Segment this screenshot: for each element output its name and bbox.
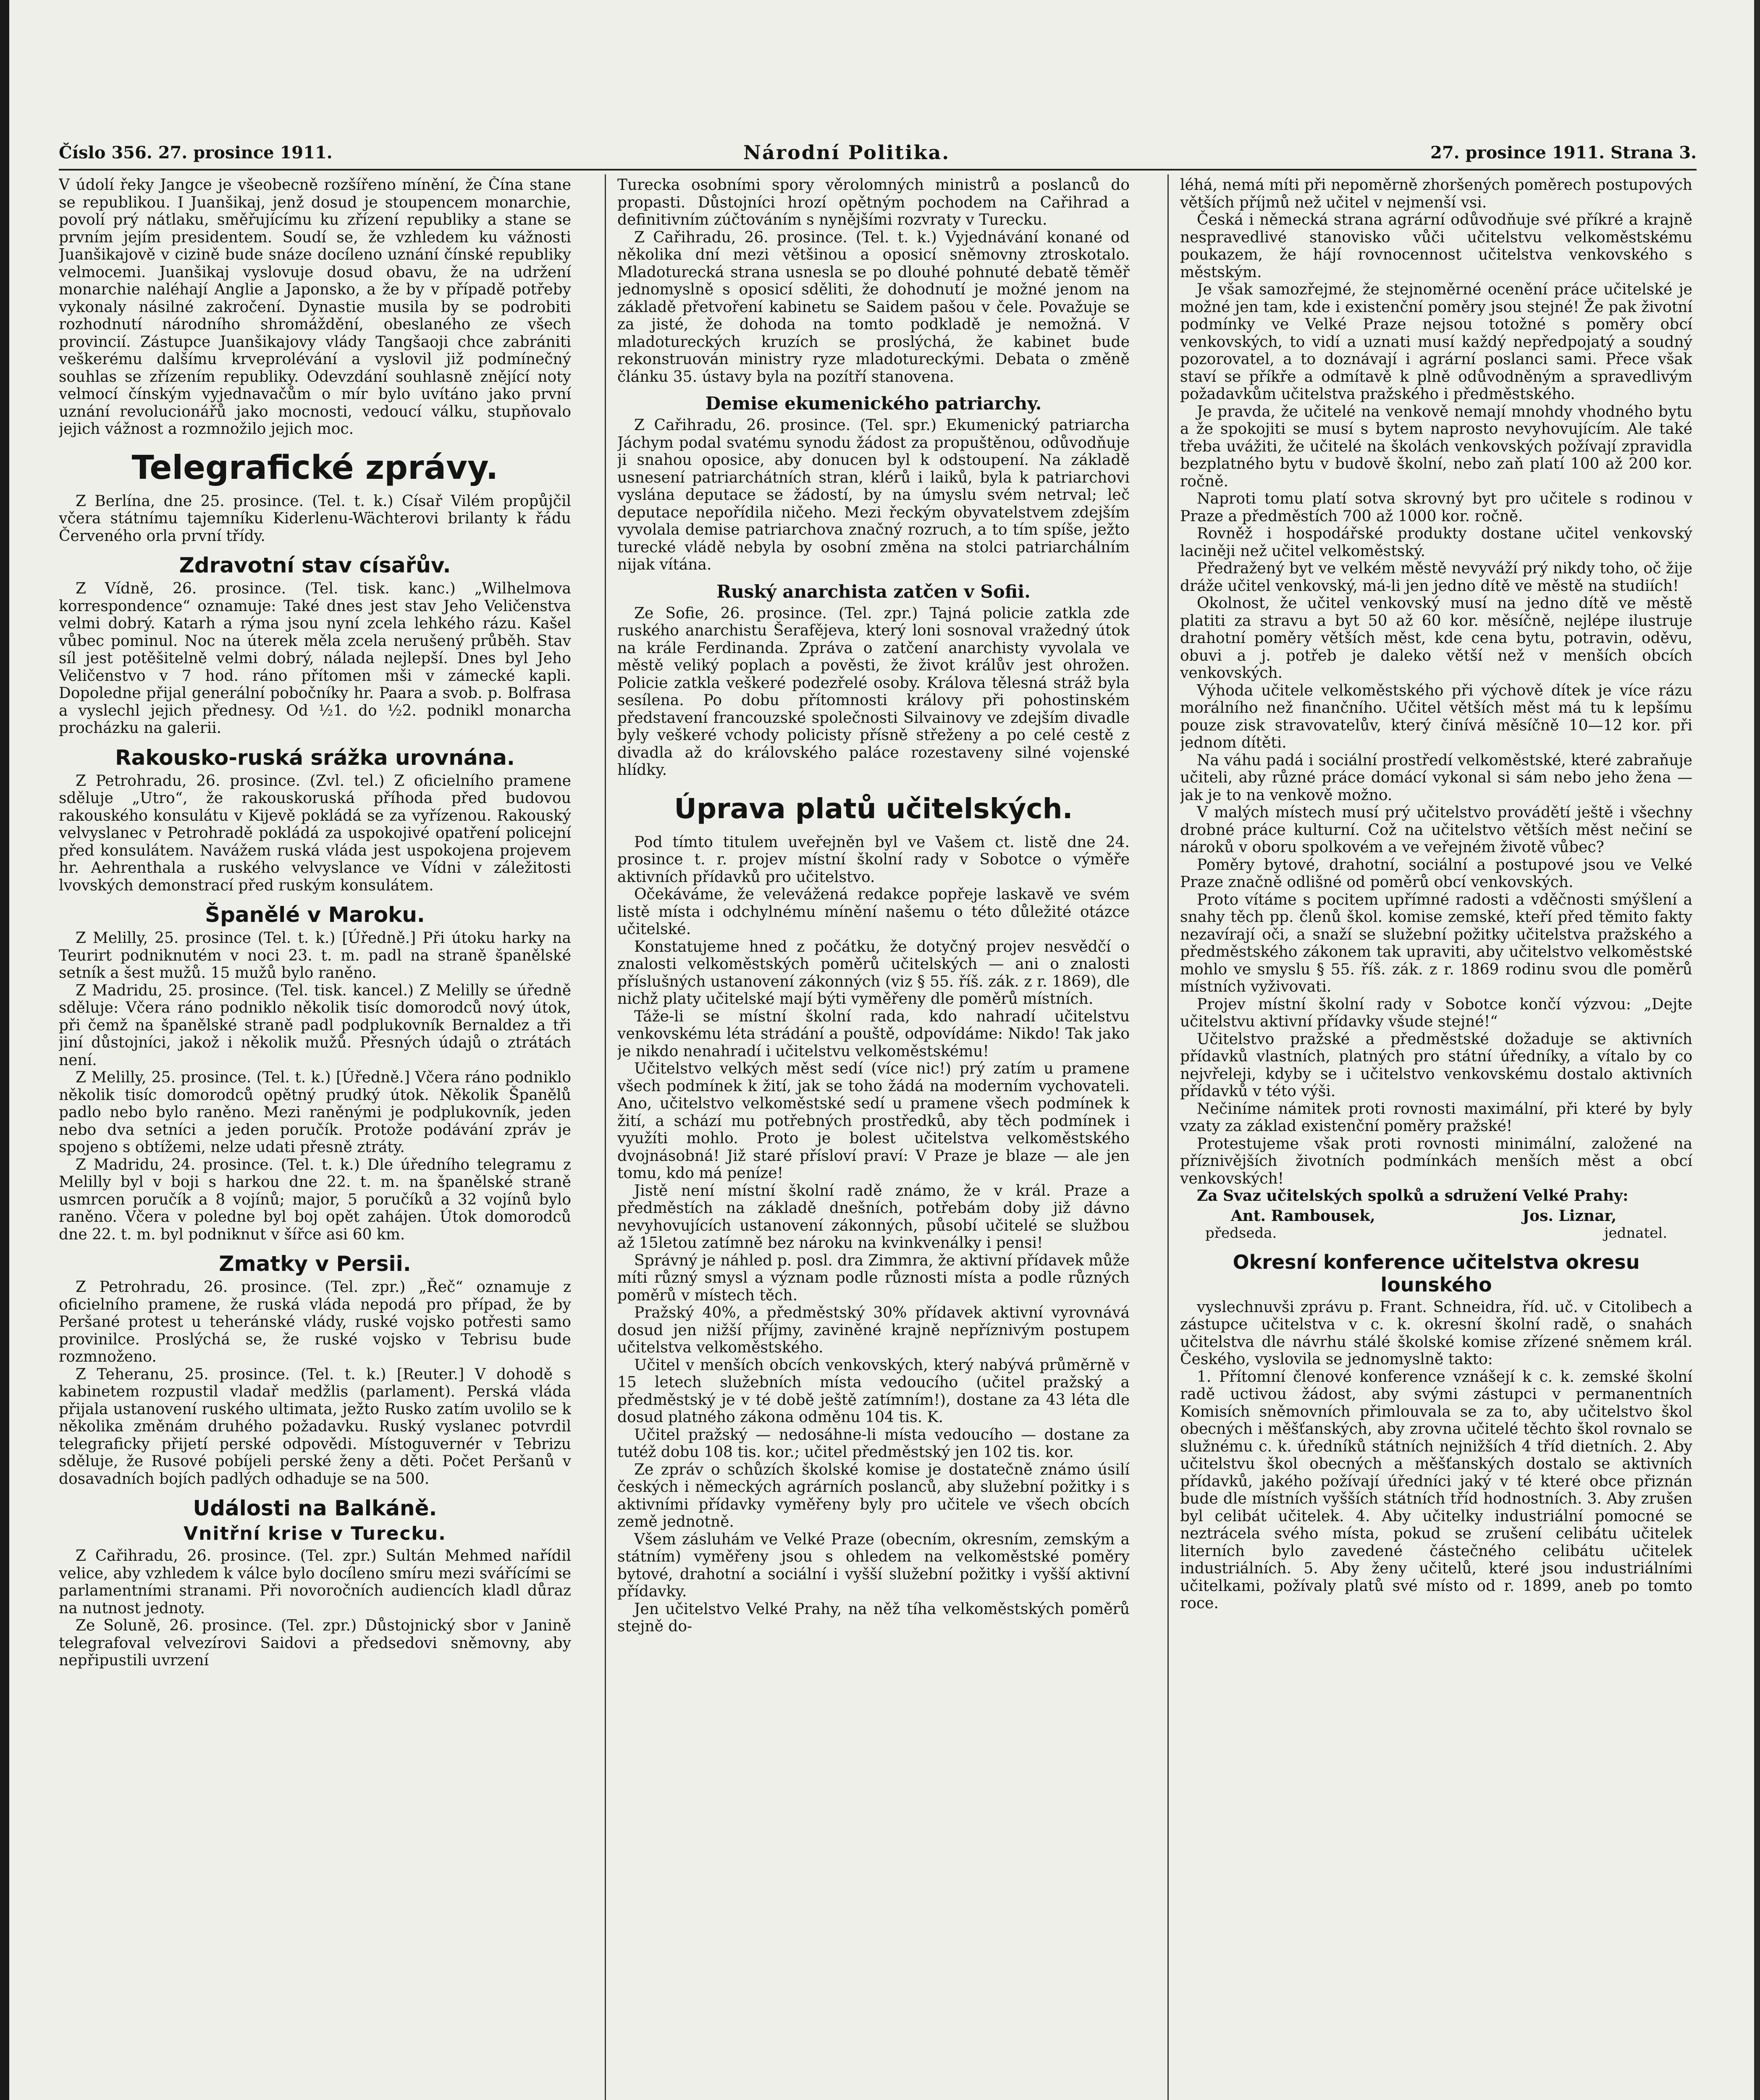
news-melilla-1: Z Melilly, 25. prosince (Tel. t. k.) [Úředně.] Při útoku harky na Teurirt podniknutém v noci 23. t. m. padl na straně španělské setník a šest mužů. 15 mužů bylo raněno. — [59, 929, 571, 982]
article-uprava-c3-p10: Na váhu padá i sociální prostředí velkoměstské, které zabraňuje učiteli, aby různé práce domácí vykonal si sám nebo jeho žena — jak je to na venkově možno. — [1180, 751, 1692, 804]
news-sofie: Ze Sofie, 26. prosince. (Tel. zpr.) Tajná policie zatkla zde ruského anarchistu Šerafějeva, který loni sosnoval vražedný útok na krále Ferdinanda. Zpráva o zatčení anarchisty vyvolala ve městě veliký poplach a pověsti, že život králův jest ohrožen. Policie zatkla veškeré podezřelé osoby. Králova tělesná stráž byla sesílena. Po dobu přítomnosti královy při pohostinském představení francouzské společnosti Silvainovy ve zdejším divadle byly veškeré vchody policisty přísně střeženy a po celé cestě z divadla až do královského paláce rozestaveny silné vojenské hlídky. — [617, 604, 1130, 779]
column-2 — [617, 176, 1130, 2100]
article-uprava-p3: Konstatujeme hned z počátku, že dotyčný projev nesvědčí o znalosti velkoměstských poměrů učitelských — ani o znalosti příslušných ustanovení zákonných (viz § 55. říš. zák. z r. 1869), dle nichž platy učitelské mají býti vyměřeny dle poměrů místních. — [617, 938, 1130, 1008]
section-heading-telegraf: Telegrafické zprávy. — [131, 449, 498, 487]
article-uprava-c3-p11: V malých místech musí prý učitelstvo provádětí ještě i všechny drobné práce kulturní. Což na učitelstvo větších měst nečiní se nároků v oboru spolkovém a ve veřejném životě vůbec? — [1180, 804, 1692, 856]
heading-zdravotni-stav: Zdravotní stav císařův. — [179, 553, 451, 578]
news-carihrad-3: Z Cařihradu, 26. prosince. (Tel. spr.) Ekumenický patriarcha Jáchym podal svatému synodu žádost za propuštěnou, odůvodňuje ji snahou oposice, aby donucen byl k odstoupení. Na základě usnesení patriarchátních stran, klérů i laiků, byla k patriarchovi vyslána deputace se žádostí, by na úmyslu svém netrval; leč deputace nepořídila ničeho. Mezi řeckým obyvatelstvem zdejším vyvolala demise patriarchova značný rozruch, a to tím spíše, ježto turecké vládě nebyla by osobní změna na stolci patriarchálním nijak vítána. — [617, 417, 1130, 573]
column-3 — [1180, 176, 1692, 2100]
article-uprava-c3-p16: Nečiníme námitek proti rovnosti maximální, při které by byly vzaty za základ existenční poměry pražské! — [1180, 1100, 1692, 1135]
signature-names — [1180, 1208, 1692, 1225]
news-melilla-2: Z Melilly, 25. prosince. (Tel. t. k.) [Úředně.] Včera ráno podniklo několik tisíc domorodců opětný prudký útok. Několik Španělů padlo nebo bylo raněno. Mezi raněnými je podplukovník, jeden nebo dva setníci a jeden poručík. Protože podávání zpráv je spojeno s obtížemi, nelze udati přesně ztráty. — [59, 1069, 571, 1156]
article-uprava-p10: Učitel pražský — nedosáhne-li místa vedoucího — dostane za tutéž dobu 108 tis. kor.; učitel předměstský jen 102 tis. kor. — [617, 1426, 1130, 1461]
column-divider-2 — [1167, 174, 1169, 2100]
news-solun-continued: Turecka osobními spory věrolomných ministrů a poslanců do propasti. Důstojníci hrozí opětným pochodem na Cařihrad a definitivním zúčtováním s nynějšími rozvraty v Turecku. — [617, 176, 1130, 228]
article-uprava-p2: Očekáváme, že velevážená redakce popřeje laskavě ve svém listě místa i odchylnému mínění našemu o této důležité otázce učitelské. — [617, 886, 1130, 938]
news-teheran: Z Teheranu, 25. prosince. (Tel. t. k.) [Reuter.] V dohodě s kabinetem rozpustil vladař medžlis (parlament). Perská vláda přijala ustanovení ruského ultimata, ježto Rusko zatím uvolilo se k několika změnám druhého požadavku. Ruský vyslanec potvrdil telegraficky přijetí perské odpovědi. Místoguvernér v Tebrizu sděluje, že Rusové pobíjeli perské ženy a děti. Počet Peršanů v dosavadních bojích padlých odhaduje se na 500. — [59, 1365, 571, 1488]
news-madrid-1: Z Madridu, 25. prosince. (Tel. tisk. kancel.) Z Melilly se úředně sděluje: Včera ráno podniklo několik tisíc domorodců nový útok, při čemž na španělské straně padl podplukovník Bernaldez a tři jiní důstojníci, jakož i několik mužů. Přesných údajů o ztrátách není. — [59, 982, 571, 1069]
article-uprava-p8: Pražský 40%, a předměstský 30% přídavek aktivní vyrovnává dosud jen nižší příjmy, zaviněné krajně nepříznivým postupem učitelstva velkoměstského. — [617, 1304, 1130, 1356]
article-uprava-continued: léhá, nemá míti při nepoměrně zhoršených poměrech postupových větších příjmů než učitel v nejmenší vsi. — [1180, 176, 1692, 211]
page-header — [59, 143, 1697, 168]
column-1 — [59, 176, 571, 2100]
heading-demise-patriarchy: Demise ekumenického patriarchy. — [705, 393, 1042, 414]
signature-name-1: Ant. Rambousek, — [1230, 1207, 1375, 1225]
issue-info: Číslo 356. 27. prosince 1911. — [59, 143, 333, 163]
article-uprava-p4: Táže-li se místní školní rada, kdo nahradí učitelstvu venkovskému léta strádání a pouště, odpovídáme: Nikdo! Tak jako je nikdo nenahradí i učitelstvu velkoměstskému! — [617, 1008, 1130, 1060]
news-berlin: Z Berlína, dne 25. prosince. (Tel. t. k.) Císař Vilém propůjčil včera státnímu tajemníku Kiderlenu-Wächterovi brilanty k řádu Červeného orla první třídy. — [59, 492, 571, 545]
signature-role-1: předseda. — [1205, 1225, 1277, 1242]
article-uprava-p11: Ze zpráv o schůzích školské komise je dostatečně známo úsilí českých i německých agrárních poslanců, aby služební požitky i s aktivními přídavky vyměřeny byly pro učitele ve všech obcích země jednotně. — [617, 1461, 1130, 1530]
article-uprava-c3-p6: Rovněž i hospodářské produkty dostane učitel venkovský laciněji než učitel velkoměstský. — [1180, 525, 1692, 560]
article-uprava-c3-p12: Poměry bytové, drahotní, sociální a postupové jsou ve Velké Praze značně odlišné od poměrů obcí venkovských. — [1180, 856, 1692, 891]
article-uprava-c3-p4: Je pravda, že učitelé na venkově nemají mnohdy vhodného bytu a že spokojiti se musí s bytem naprosto nevyhovujícím. Ale také třeba uvážiti, že učitelé na školách venkovských požívají zpravidla bezplatného bytu v budově školní, nebo zaň platí 100 až 200 kor. ročně. — [1180, 403, 1692, 490]
heading-balkan: Události na Balkáně. — [193, 1496, 437, 1520]
signature-role-2: jednatel. — [1604, 1225, 1667, 1242]
newspaper-title: Národní Politika. — [743, 141, 950, 164]
page-edge-left — [0, 0, 9, 2100]
article-uprava-c3-p5: Naproti tomu platí sotva skrovný byt pro učitele s rodinou v Praze a předměstích 700 až 1000 kor. ročně. — [1180, 490, 1692, 525]
article-uprava-c3-p7: Předražený byt ve velkém městě nevyváží prý nikdy toho, oč žije dráže učitel venkovský, má-li jen jedno dítě ve městě na studiích! — [1180, 560, 1692, 595]
article-konference-p1: vyslechnuvši zprávu p. Frant. Schneidra, říd. uč. v Citolibech a zástupce učitelstva v c. k. okresní školní radě, o snahách učitelstva dle návrhu stálé školské komise zřízené sněmem král. Českého, vyslovila se jednomyslně takto: — [1180, 1298, 1692, 1368]
article-uprava-p5: Učitelstvo velkých měst sedí (více nic!) prý zatím u pramene všech podmínek k žití, jak se toho žádá na moderním vychovateli. Ano, učitelstvo velkoměstské sedí u pramene všech podmínek k žití, a schází mu potřebných prostředků, aby těch podmínek i využíti mohlo. Proto je bolest učitelstva velkoměstského dvojnásobná! Již staré přísloví praví: V Praze je blaze — ale jen tomu, kdo má peníze! — [617, 1060, 1130, 1182]
news-carihrad-1: Z Cařihradu, 26. prosince. (Tel. zpr.) Sultán Mehmed nařídil velice, aby vzhledem k válce bylo docíleno smíru mezi svářícími se parlamentními stranami. Při novoročních audiencích kladl důraz na nutnost jednoty. — [59, 1547, 571, 1617]
article-uprava-c3-p3: Je však samozřejmé, že stejnoměrné ocenění práce učitelské je možné jen tam, kde i existenční poměry jsou stejné! Že pak životní podmínky ve Velké Praze nejsou totožné s poměry obcí venkovských, to vidí a uznati musí každý nepředpojatý a soudný pozorovatel, a to doznávají i agrární poslanci sami. Přece však staví se příkře a odmítavě k plně odůvodněným a spravedlivým požadavkům učitelstva pražského i předměstského. — [1180, 281, 1692, 403]
news-solun: Ze Soluně, 26. prosince. (Tel. zpr.) Důstojnický sbor v Janině telegrafoval velvezírovi Saidovi a předsedovi sněmovny, aby nepřipustili uvrzení — [59, 1617, 571, 1669]
article-uprava-c3-p9: Výhoda učitele velkoměstského při výchově dítek je více rázu morálního než finančního. Učitel větších měst má tu k lepšímu pouze zisk stravovatelův, který činívá měsíčně 10—12 kor. při jednom dítěti. — [1180, 682, 1692, 751]
article-uprava-c3-p15: Učitelstvo pražské a předměstské dožaduje se aktivních přídavků vlastních, platných pro státní úředníky, a vítalo by co nejvřeleji, kdyby se i učitelstvo venkovskému dostalo aktivních přídavků v této výši. — [1180, 1030, 1692, 1100]
article-uprava-c3-p13: Proto vítáme s pocitem upřímné radosti a vděčnosti smýšlení a snahy těch pp. členů škol. komise zemské, kteří před těmito fakty nezavírají oči, a snaží se služební požitky učitelstva pražského a předměstského zákonem tak upraviti, aby učitelstvo velkoměstské mohlo ve smyslu § 55. říš. zák. z r. 1869 rodinu svou dle poměrů místních vyživovati. — [1180, 891, 1692, 995]
news-petrohrad-2: Z Petrohradu, 26. prosince. (Tel. zpr.) „Řeč“ oznamuje z oficielního pramene, že ruská vláda nepodá pro případ, že by Peršané protest u teheránské vlády, ruské vojsko potřesti samo provinilce. Proslýchá se, že ruské vojsko v Tebrisu bude rozmnoženo. — [59, 1278, 571, 1365]
heading-uprava-platu: Úprava platů učitelských. — [674, 792, 1073, 825]
header-rule — [59, 169, 1697, 171]
heading-anarchista: Ruský anarchista zatčen v Sofii. — [716, 581, 1031, 602]
article-uprava-c3-p14: Projev místní školní rady v Sobotce končí výzvou: „Dejte učitelstvu aktivní přídavky všude stejné!“ — [1180, 995, 1692, 1030]
column-divider-1 — [605, 174, 606, 2100]
article-konference-p2: 1. Přítomní členové konference vznášejí k c. k. zemské školní radě uctivou žádost, aby svými zástupci v permanentních Komisích sněmovních přimlouvala se za to, aby učitelstvo škol obecných i měšťanských, aby zrovna učitelé těchto škol rovnalo se služnému c. k. úředníků státních nejnižších 4 tříd dietních. 2. Aby učitelstvu škol obecných a měšťanských dostalo se aktivních přídavků, jakého požívají úředníci jaký v té které obce přiznán bude dle místních vyšších státních tříd hodnostních. 3. Aby zrušen byl celibát učitelek. 4. Aby učitelky industriální pomocné se neztrácela svého místa, pokud se zrušení celibátu učitelek literních bylo zavedené částečného celibátu učitelek industriálních. 5. Aby ženy učitelů, které jsou industriálními učitelkami, požívaly platů své místo od r. 1899, aneb po tomto roce. — [1180, 1368, 1692, 1612]
article-uprava-c3-p17: Protestujeme však proti rovnosti minimální, založené na příznivějších životních podmínkách menších měst a obcí venkovských! — [1180, 1135, 1692, 1187]
signature-intro: Za Svaz učitelských spolků a sdružení Velké Prahy: — [1197, 1187, 1629, 1205]
article-uprava-p13: Jen učitelstvo Velké Prahy, na něž tíha velkoměstských poměrů stejně do- — [617, 1600, 1130, 1635]
article-uprava-p6: Jistě není místní školní radě známo, že v král. Praze a předměstích na základě dnešních, potřebám doby již dávno nevyhovujících ustanovení zákonných, působí učitelé se službou až 15letou zatímně bez nároku na kvinkvenálky i pensi! — [617, 1182, 1130, 1252]
page-number: 27. prosince 1911. Strana 3. — [1430, 143, 1697, 163]
news-petrohrad-1: Z Petrohradu, 26. prosince. (Zvl. tel.) Z oficielního pramene sděluje „Utro“, že rakouskoruská příhoda před budovou rakouského konsulátu v Kijevě pokládá se za vyřízenou. Rakouský velvyslanec v Petrohradě pokládá za uspokojivé opatření policejní před konsulátem. Navážem ruská vláda jest uspokojena projevem hr. Aehrenthala a ruského velvyslance ve Vídni v záležitosti lvovských demonstrací před ruským konsulátem. — [59, 772, 571, 894]
article-uprava-p9: Učitel v menších obcích venkovských, který nabývá průměrně v 15 letech služebních místa vedoucího (učitel pražský a předměstský je v té době ještě zatímním!), dostane za 43 léta dle dosud platného zákona odměnu 104 tis. K. — [617, 1356, 1130, 1426]
news-viden: Z Vídně, 26. prosince. (Tel. tisk. kanc.) „Wilhelmova korrespondence“ oznamuje: Také dnes jest stav Jeho Veličenstva velmi dobrý. Katarh a rýma jsou nyní zcela lehkého rázu. Kašel vůbec pominul. Noc na úterek měla zcela nerušený průběh. Stav síl jest potěšitelně velmi dobrý, nálada nejlepší. Dnes byl Jeho Veličenstvo v 7 hod. ráno přítomen mši v zámecké kapli. Dopoledne přijal generální pobočníky hr. Paara a svob. p. Bolfrasa a vyslechl jejich přednesy. Od ½1. do ½2. podnikl monarcha procházku na galerii. — [59, 580, 571, 737]
heading-persie: Zmatky v Persii. — [219, 1252, 411, 1276]
article-uprava-p1: Pod tímto titulem uveřejněn byl ve Vašem ct. listě dne 24. prosince t. r. projev místní školní rady v Sobotce o výměře aktivních přídavků pro učitelstvo. — [617, 833, 1130, 886]
heading-rakousko-ruska: Rakousko-ruská srážka urovnána. — [115, 745, 515, 770]
heading-spanele: Španělé v Maroku. — [205, 903, 425, 927]
signature-roles — [1180, 1225, 1692, 1242]
article-uprava-p12: Všem zásluhám ve Velké Praze (obecním, okresním, zemským a státním) vyměřeny jsou s ohledem na velkoměstské poměry bytové, drahotní a sociální i vyšší služební požitky i vyšší aktivní přídavky. — [617, 1530, 1130, 1600]
subheading-vnitrni-krise: Vnitřní krise v Turecku. — [184, 1523, 446, 1544]
news-carihrad-2: Z Cařihradu, 26. prosince. (Tel. t. k.) Vyjednávání konané od několika dní mezi většinou a oposicí sněmovny ztroskotalo. Mladoturecká strana usnesla se po dlouhé pohnuté debatě těměř jednomyslně s oposicí sděliti, že dohodnutí je možné jenom na základě přetvoření kabinetu se Saidem pašou v čele. Považuje se za jisté, že dohoda na tomto podkladě je nemožná. V mladotureckých kruzích se proslýchá, že kabinet bude rekonstruován ministry ryze mladotureckými. Debata o změně článku 35. ústavy byla na pozítří stanovena. — [617, 228, 1130, 386]
signature-name-2: Jos. Liznar, — [1522, 1207, 1617, 1225]
article-china-continued: V údolí řeky Jangce je všeobecně rozšířeno mínění, že Čína stane se republikou. I Juanšikaj, jenž dosud je stoupencem monarchie, povolí prý nátlaku, směřujícímu ku zřízení republiky a stane se prvním jejím presidentem. Soudí se, že vzhledem ku vážnosti Juanšikajově v cizině bude snáze docíleno uznání čínské republiky velmocemi. Juanšikaj vyslovuje dosud obavu, že na udržení monarchie naléhají Anglie a Japonsko, a že by v případě potřeby vykonaly násilné zakročení. Dynastie musila by se podrobiti rozhodnutí národního shromáždění, obeslaného ze všech provincií. Zástupce Juanšikajovy vlády Tangšaoji chce zabrániti veškerému dalšímu krveprolévání a vyslovil již podmínečný souhlas se zřízením republiky. Odevzdání souhlasně znějící noty velmocí čínským vyjednavačům o mír bylo uvítáno jako první uznání revolucionářů jako mocnosti, vedoucí válku, stupňovalo jejich vážnost a rozmnožilo jejich moc. — [59, 176, 571, 438]
news-madrid-2: Z Madridu, 24. prosince. (Tel. t. k.) Dle úředního telegramu z Melilly byl v boji s harkou dne 22. t. m. na španělské straně usmrcen poručík a 8 vojínů; major, 5 poručíků a 32 vojínů bylo raněno. Včera v poledne byl boj opět zahájen. Útok domorodců dne 22. t. m. byl podniknut v šířce asi 60 km. — [59, 1156, 571, 1243]
page-edge-right — [1754, 0, 1760, 2100]
article-uprava-c3-p8: Okolnost, že učitel venkovský musí na jedno dítě ve městě platiti za stravu a byt 50 až 60 kor. měsíčně, nejlépe ilustruje drahotní poměry větších měst, kde cena bytu, potravin, oděvu, obuvi a j. potřeb je daleko větší než v menších obcích venkovských. — [1180, 595, 1692, 682]
article-uprava-c3-p2: Česká i německá strana agrární odůvodňuje své příkré a krajně nespravedlivé stanovisko vůči učitelstvu velkoměstskému poukazem, že hájí rovnocennost učitelstva venkovského s městským. — [1180, 211, 1692, 281]
heading-okresni-konference: Okresní konference učitelstva okresu lounského — [1233, 1250, 1640, 1296]
article-uprava-p7: Správný je náhled p. posl. dra Zimmra, že aktivní přídavek může míti různý smysl a význam podle různosti místa a podle různých poměrů v místech těch. — [617, 1252, 1130, 1304]
